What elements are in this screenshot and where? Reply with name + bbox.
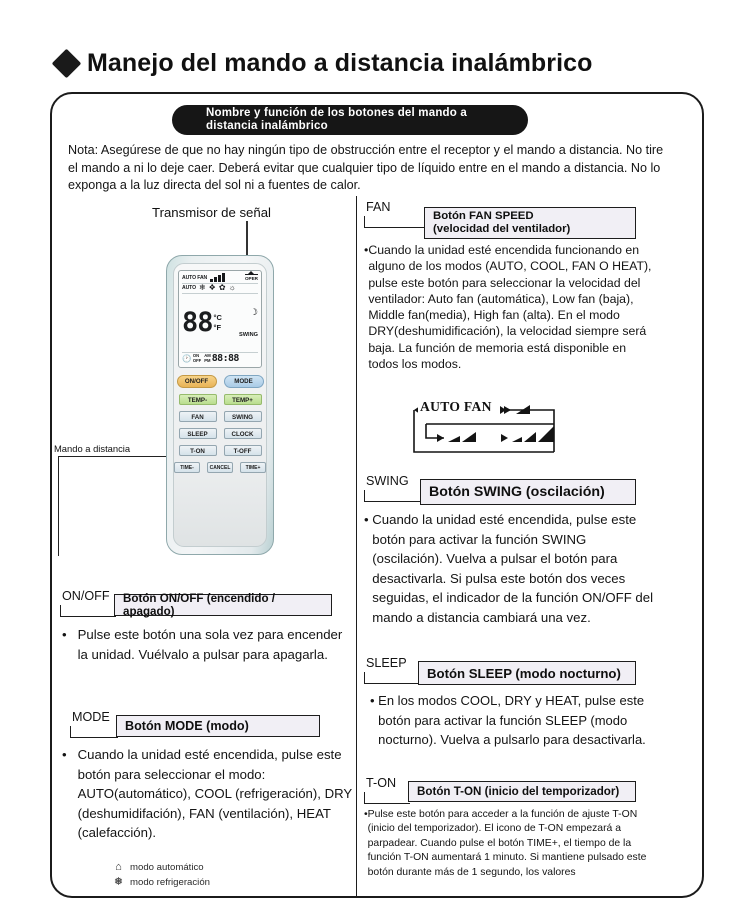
remote-button-t-on[interactable]: T-ON	[179, 445, 217, 456]
lcd-auto-label: AUTO	[182, 285, 196, 291]
remote-button-clock[interactable]: CLOCK	[224, 428, 262, 439]
section-label-mode: MODE	[72, 710, 110, 724]
remote-button-panel	[174, 375, 266, 479]
legend-item-auto	[112, 860, 210, 875]
lcd-time-digits: 88:88	[211, 353, 239, 364]
page-title	[56, 49, 593, 78]
lcd-auto-fan-label: AUTO FAN	[182, 274, 208, 281]
bullet-icon: •	[364, 809, 368, 820]
section-body-sleep	[370, 691, 656, 750]
remote-button-temp-up[interactable]: TEMP+	[224, 394, 262, 405]
lcd-timer-off-label: OFF	[192, 357, 202, 363]
transmitter-leader-line	[246, 221, 248, 257]
section-body-swing	[364, 510, 656, 627]
section-label-fan: FAN	[366, 200, 391, 214]
lcd-oper-label: OPER	[244, 275, 258, 281]
section-leader-swing	[364, 490, 422, 502]
section-leader-mode	[70, 726, 118, 738]
sun-icon: ☼	[228, 283, 236, 292]
lcd-pm-label: PM	[204, 357, 211, 363]
bullet-icon: •	[364, 243, 369, 257]
lcd-temperature-digits: 88	[182, 307, 213, 338]
remote-button-temp-down[interactable]: TEMP-	[179, 394, 217, 405]
banner-line-2: distancia inalámbrico	[206, 120, 328, 132]
remote-button-sleep[interactable]: SLEEP	[179, 428, 217, 439]
lcd-timer-on-label: ON	[192, 352, 200, 358]
section-label-onoff: ON/OFF	[62, 589, 110, 603]
remote-device-label: Mando a distancia	[54, 443, 131, 454]
remote-device-leader-line	[58, 456, 166, 556]
section-banner	[172, 105, 528, 135]
lcd-row-temperature	[182, 294, 258, 353]
droplet-icon: ❖	[208, 283, 216, 292]
bullet-icon: •	[370, 693, 379, 708]
banner-line-1: Nombre y función de los botones del mando a	[206, 107, 467, 119]
section-heading-ton-text: Botón T-ON (inicio del temporizador)	[417, 785, 620, 798]
section-leader-fan	[364, 216, 428, 228]
legend-label-auto: modo automático	[130, 862, 204, 873]
section-heading-mode	[116, 715, 320, 737]
mode-icon-legend	[112, 860, 210, 890]
remote-control-illustration	[166, 255, 274, 555]
section-heading-swing	[420, 479, 636, 505]
section-heading-swing-text: Botón SWING (oscilación)	[429, 484, 605, 500]
section-body-onoff-text: Pulse este botón una sola vez para encender la unidad. Vuélvalo a pulsar para apagarla.	[77, 627, 343, 662]
lcd-unit-fahrenheit: °F	[213, 322, 222, 332]
section-body-ton	[364, 808, 656, 880]
section-heading-fan-line1: Botón FAN SPEED	[433, 209, 534, 222]
section-heading-mode-text: Botón MODE (modo)	[125, 719, 249, 733]
section-body-fan	[364, 242, 654, 372]
lcd-unit-celsius: °C	[213, 312, 222, 322]
snowflake-icon: ❄	[198, 283, 206, 292]
auto-fan-cycle-diagram	[404, 400, 590, 462]
fan-icon: ✿	[218, 283, 226, 292]
remote-button-time-up[interactable]: TIME+	[240, 462, 266, 473]
bullet-icon: •	[62, 747, 78, 762]
legend-label-cool: modo refrigeración	[130, 877, 210, 888]
section-leader-ton	[364, 792, 410, 804]
remote-button-mode[interactable]: MODE	[224, 375, 264, 388]
remote-button-fan[interactable]: FAN	[179, 411, 217, 422]
remote-button-swing[interactable]: SWING	[224, 411, 262, 422]
auto-fan-diagram-label: AUTO FAN	[420, 399, 492, 414]
section-heading-fan	[424, 207, 636, 239]
bullet-icon: •	[364, 512, 373, 527]
lcd-row-modes	[182, 284, 258, 294]
legend-item-cool	[112, 875, 210, 890]
page-title-text: Manejo del mando a distancia inalámbrico	[87, 49, 593, 77]
lcd-row-timer	[182, 353, 258, 365]
section-body-mode	[62, 745, 360, 843]
section-body-swing-text: Cuando la unidad esté encendida, pulse este botón para activar la función SWING (oscilación). Vuelva a pulsar el botón para desactivarla. Si pulsa este botón dos veces seguidas, el indicador de la función ON/OFF del mando a distancia cambiará una vez.	[372, 512, 654, 625]
moon-icon: ☽	[249, 306, 258, 317]
section-heading-onoff	[114, 594, 332, 616]
section-body-ton-text: Pulse este botón para acceder a la función de ajuste T-ON (inicio del temporizador). El icono de T-ON empezará a parpadear. Cuando pulse el botón TIME+, el tiempo de la función T-ON aumentará 1 minuto. Si mantiene pulsado este botón durante más de 1 segundo, los valores	[367, 809, 647, 878]
lcd-swing-label: SWING	[239, 331, 258, 338]
fan-speed-bars-icon	[210, 273, 225, 282]
transmitter-label: Transmisor de señal	[152, 205, 271, 220]
remote-button-t-off[interactable]: T-OFF	[224, 445, 262, 456]
section-heading-ton	[408, 781, 636, 802]
section-body-fan-text: Cuando la unidad esté encendida funcionando en alguno de los modos (AUTO, COOL, FAN O HEAT), pulse este botón para seleccionar la velocidad del ventilador: Auto fan (automática), Low fan (baja), Middle fan(media), High fan (alta). En el modo DRY(deshumidificación), la velocidad siempre será baja. La función de memoria está disponible en todos los modos.	[368, 243, 652, 372]
remote-button-on-off[interactable]: ON/OFF	[177, 375, 217, 388]
section-heading-sleep-text: Botón SLEEP (modo nocturno)	[427, 665, 621, 681]
diamond-bullet-icon	[52, 49, 82, 79]
section-heading-fan-line2: (velocidad del ventilador)	[433, 223, 571, 235]
remote-lcd-display	[178, 270, 262, 368]
section-label-sleep: SLEEP	[366, 656, 407, 670]
section-leader-onoff	[60, 605, 116, 617]
section-body-sleep-text: En los modos COOL, DRY y HEAT, pulse este botón para activar la función SLEEP (modo nocturno). Vuelva a pulsarlo para desactivarla.	[378, 693, 646, 747]
section-heading-onoff-text: Botón ON/OFF (encendido / apagado)	[123, 592, 275, 618]
remote-button-time-down[interactable]: TIME-	[174, 462, 200, 473]
note-text: Nota: Asegúrese de que no hay ningún tipo de obstrucción entre el receptor y el mando a distancia. No tire el mando a ni lo deje caer. Deberá evitar que cualquier tipo de líquido entre en el mando a distancia. No lo exponga a la luz directa del sol ni a fuentes de calor.	[68, 143, 664, 192]
section-label-ton: T-ON	[366, 776, 397, 790]
clock-icon: 🕐	[182, 353, 192, 363]
section-body-mode-text: Cuando la unidad esté encendida, pulse este botón para seleccionar el modo: AUTO(automático), COOL (refrigeración), DRY (deshumidifación), FAN (ventilación), HEAT (calefacción).	[77, 747, 352, 840]
cool-mode-icon: ❅	[113, 876, 124, 888]
bullet-icon: •	[62, 627, 78, 642]
section-body-onoff	[62, 625, 354, 664]
remote-button-cancel[interactable]: CANCEL	[207, 462, 233, 473]
section-leader-sleep	[364, 672, 420, 684]
lcd-am-label: AM	[204, 352, 211, 358]
section-heading-sleep	[418, 661, 636, 685]
auto-mode-icon: ⌂	[115, 861, 122, 873]
section-label-swing: SWING	[366, 474, 409, 488]
